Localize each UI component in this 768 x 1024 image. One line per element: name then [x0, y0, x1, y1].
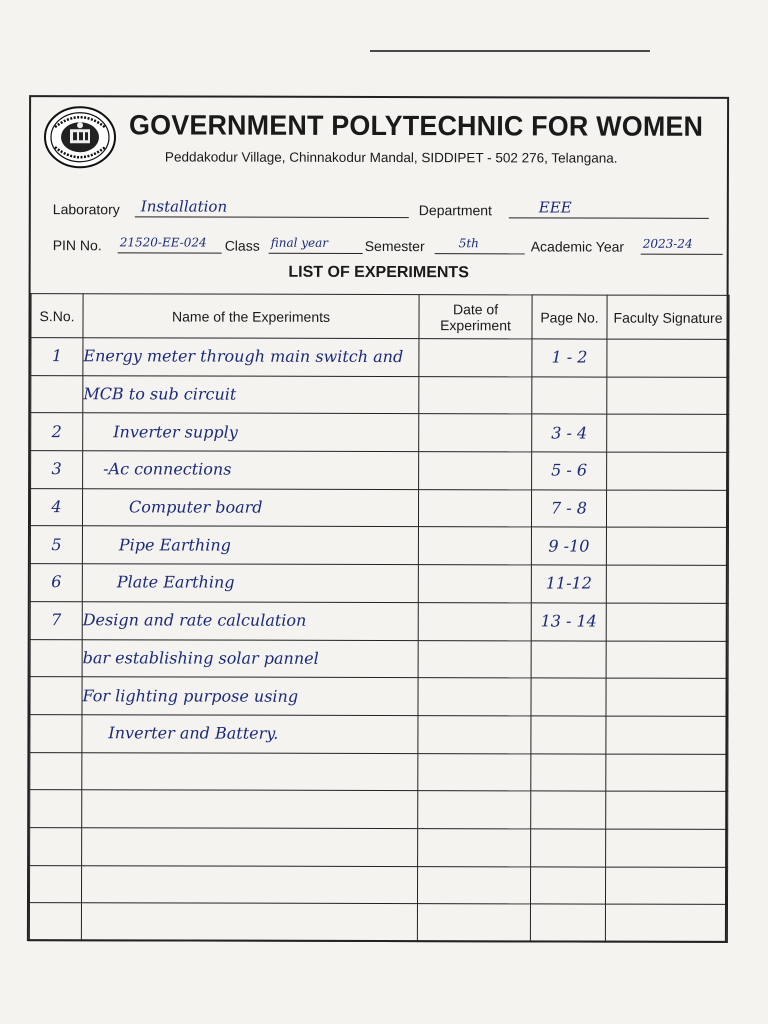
- laboratory-field[interactable]: Installation: [135, 197, 409, 218]
- page-text: 13 - 14: [540, 611, 597, 631]
- table-row: [31, 375, 729, 415]
- cell-sno: [30, 526, 82, 564]
- cell-sno: [30, 564, 82, 602]
- cell-page: [531, 603, 606, 641]
- cell-signature[interactable]: [606, 716, 728, 754]
- cell-name: [82, 639, 418, 678]
- cell-name[interactable]: [81, 903, 417, 942]
- page-text: 3 - 4: [551, 423, 588, 443]
- sno-text: 2: [51, 421, 62, 441]
- pin-class-row: [31, 229, 727, 257]
- table-row: [30, 639, 728, 679]
- cell-signature[interactable]: [606, 528, 728, 566]
- cell-page[interactable]: [530, 904, 605, 942]
- cell-page: [531, 490, 606, 528]
- experiment-name: bar establishing solar pannel: [82, 648, 319, 668]
- cell-date[interactable]: [419, 414, 532, 452]
- table-row: [31, 451, 729, 491]
- cell-sno: [31, 375, 83, 413]
- cell-date[interactable]: [418, 678, 531, 716]
- table-row: [30, 752, 728, 792]
- cell-date[interactable]: [419, 339, 532, 377]
- table-row: [30, 828, 728, 868]
- cell-sno: [30, 714, 82, 752]
- experiments-table: [29, 293, 730, 943]
- cell-name: [82, 677, 418, 716]
- department-field[interactable]: EEE: [509, 198, 709, 219]
- cell-date[interactable]: [418, 565, 531, 603]
- college-seal-icon: [43, 105, 117, 169]
- cell-signature[interactable]: [607, 377, 729, 415]
- cell-name: [82, 564, 418, 603]
- table-row: [29, 865, 727, 905]
- page-text: 7 - 8: [551, 498, 588, 518]
- experiment-name: Energy meter through main switch and: [83, 346, 404, 367]
- cell-sno: [31, 413, 83, 451]
- header-sno: S.No.: [31, 294, 83, 338]
- cell-date[interactable]: [417, 904, 530, 942]
- table-row: [30, 526, 728, 566]
- cell-date[interactable]: [418, 829, 531, 867]
- cell-page: [531, 565, 606, 603]
- experiment-name: MCB to sub circuit: [83, 384, 237, 404]
- cell-sno: [29, 865, 81, 903]
- experiment-name: Pipe Earthing: [118, 535, 231, 555]
- cell-name[interactable]: [81, 865, 417, 904]
- cell-page: [531, 678, 606, 716]
- cell-sno: [29, 903, 81, 941]
- experiment-name: For lighting purpose using: [82, 685, 299, 706]
- header-name: Name of the Experiments: [83, 294, 419, 339]
- experiment-name: Plate Earthing: [116, 572, 235, 593]
- table-row: [29, 903, 727, 943]
- cell-name: [82, 488, 418, 527]
- sno-text: 6: [51, 572, 62, 592]
- cell-sno: [30, 677, 82, 715]
- semester-field[interactable]: 5th: [435, 234, 525, 254]
- cell-signature[interactable]: [606, 754, 728, 792]
- table-row: [30, 601, 728, 641]
- cell-signature[interactable]: [606, 829, 728, 867]
- cell-date[interactable]: [418, 640, 531, 678]
- header-signature: Faculty Signature: [607, 295, 729, 339]
- page-text: 9 -10: [548, 536, 590, 556]
- experiment-name: Inverter supply: [113, 422, 238, 442]
- class-label: Class: [224, 237, 260, 254]
- cell-name: [82, 715, 418, 754]
- cell-page: [532, 452, 607, 490]
- cell-signature[interactable]: [606, 490, 728, 528]
- cell-page: [531, 527, 606, 565]
- cell-name[interactable]: [82, 752, 418, 791]
- cell-date[interactable]: [418, 791, 531, 829]
- cell-page[interactable]: [530, 867, 605, 905]
- sno-text: 4: [51, 497, 62, 517]
- scan-edge-line: [370, 50, 650, 52]
- cell-name: [82, 602, 418, 641]
- cell-page: [531, 640, 606, 678]
- cell-signature[interactable]: [607, 452, 729, 490]
- header-page: Page No.: [532, 295, 607, 339]
- pin-label: PIN No.: [52, 237, 102, 254]
- cell-page[interactable]: [531, 753, 606, 791]
- cell-date[interactable]: [417, 866, 530, 904]
- cell-page[interactable]: [531, 791, 606, 829]
- experiment-list-sheet: [27, 95, 729, 943]
- cell-sno: [31, 338, 83, 376]
- cell-sno: [31, 451, 83, 489]
- cell-page[interactable]: [531, 829, 606, 867]
- cell-date[interactable]: [419, 376, 532, 414]
- pin-field[interactable]: 21520-EE-024: [118, 233, 222, 253]
- cell-name: [83, 451, 419, 490]
- academic-year-field[interactable]: 2023-24: [641, 235, 723, 255]
- cell-name: [83, 338, 419, 377]
- page-text: 1 - 2: [551, 347, 588, 367]
- cell-date[interactable]: [419, 452, 532, 490]
- class-field[interactable]: final year: [269, 234, 363, 254]
- cell-signature[interactable]: [607, 414, 729, 452]
- header-date: Date of Experiment: [419, 295, 532, 339]
- cell-date[interactable]: [418, 527, 531, 565]
- cell-date[interactable]: [418, 489, 531, 527]
- cell-sno: [30, 752, 82, 790]
- sno-text: 3: [51, 459, 62, 479]
- sno-text: 1: [51, 346, 63, 366]
- table-row: [30, 714, 728, 754]
- experiment-name: Design and rate calculation: [82, 610, 307, 630]
- cell-signature[interactable]: [605, 904, 727, 942]
- sno-text: 5: [51, 534, 62, 554]
- experiment-name: Computer board: [129, 497, 263, 517]
- cell-signature[interactable]: [607, 339, 729, 377]
- table-row: [30, 488, 728, 528]
- cell-name[interactable]: [82, 828, 418, 867]
- department-label: Department: [418, 202, 492, 219]
- cell-signature[interactable]: [606, 678, 728, 716]
- list-title: LIST OF EXPERIMENTS: [288, 263, 469, 282]
- academic-year-label: Academic Year: [530, 238, 625, 255]
- lab-department-row: [31, 193, 727, 221]
- sheet-header: [31, 97, 728, 295]
- college-title: GOVERNMENT POLYTECHNIC FOR WOMEN: [128, 109, 704, 142]
- table-row: [30, 677, 728, 717]
- table-row: [30, 564, 728, 604]
- cell-signature[interactable]: [606, 565, 728, 603]
- cell-signature[interactable]: [605, 867, 727, 905]
- cell-page: [532, 339, 607, 377]
- sno-text: 7: [51, 610, 62, 630]
- cell-name: [82, 526, 418, 565]
- cell-date[interactable]: [418, 753, 531, 791]
- experiment-name: -Ac connections: [103, 459, 232, 480]
- table-row: [31, 413, 729, 453]
- table-header-row: [31, 294, 729, 340]
- cell-signature[interactable]: [606, 641, 728, 679]
- semester-label: Semester: [364, 237, 425, 255]
- cell-date[interactable]: [418, 715, 531, 753]
- cell-page: [532, 377, 607, 415]
- cell-signature[interactable]: [606, 791, 728, 829]
- cell-sno: [30, 601, 82, 639]
- cell-name[interactable]: [82, 790, 418, 829]
- cell-sno: [30, 828, 82, 866]
- cell-sno: [30, 488, 82, 526]
- cell-page: [531, 716, 606, 754]
- cell-sno: [30, 639, 82, 677]
- page-text: 5 - 6: [551, 460, 588, 480]
- cell-date[interactable]: [418, 602, 531, 640]
- table-row: [30, 790, 728, 830]
- cell-name: [83, 375, 419, 414]
- page-text: 11-12: [545, 573, 592, 594]
- cell-signature[interactable]: [606, 603, 728, 641]
- experiment-name: Inverter and Battery.: [108, 723, 279, 743]
- cell-page: [532, 414, 607, 452]
- cell-name: [83, 413, 419, 452]
- table-row: [31, 338, 729, 378]
- laboratory-label: Laboratory: [52, 201, 120, 218]
- college-address: Peddakodur Village, Chinnakodur Mandal, SIDDIPET - 502 276, Telangana.: [164, 149, 618, 166]
- cell-sno: [30, 790, 82, 828]
